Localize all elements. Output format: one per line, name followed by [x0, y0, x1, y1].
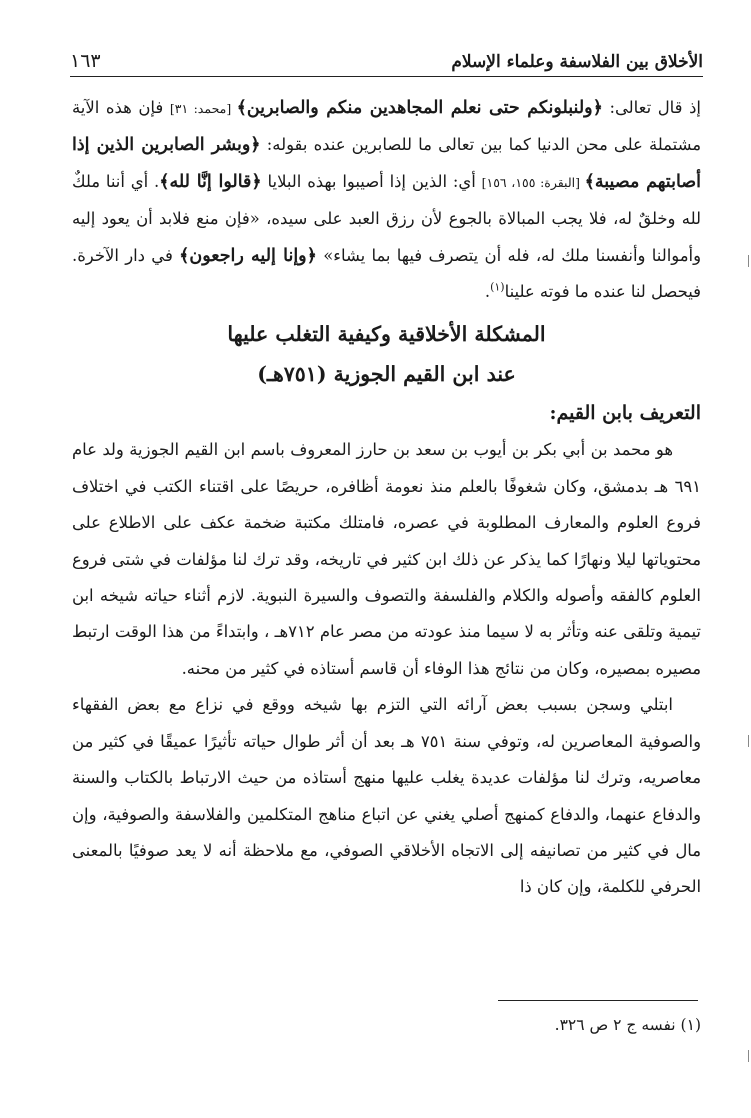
page-header: [70, 42, 703, 77]
quran-verse: ﴿ولنبلونكم حتى نعلم المجاهدين منكم والصابرين﴾: [236, 98, 603, 118]
text-segment: فإن هذه الآية مشتملة على محن الدنيا كما بين تعالى ما للصابرين عنده بقوله:: [72, 98, 702, 155]
quran-verse: ﴿وبشر الصابرين الذين إذا أصابتهم مصيبة﴾: [72, 135, 702, 192]
verse-reference: [البقرة: ١٥٥، ١٥٦]: [481, 174, 585, 190]
text-segment: إذ قال تعالى:: [602, 98, 701, 117]
footnote-separator: [498, 1000, 698, 1001]
text-segment: في دار الآخرة. فيحصل لنا عنده ما فوته علينا: [72, 245, 701, 302]
text-segment: . أي أننا ملكٌ لله وخلقٌ له، فلا يجب المبالاة بالجوع لأن رزق العبد على سيده، «فإن منع فلابد أن يعود إليه وأموالنا وأنفسنا ملك له، فله أن يتصرف فيها بما يشاء»: [72, 171, 701, 265]
footnote: (١) نفسه ج ٢ ص ٣٢٦.: [554, 1016, 701, 1034]
section-heading-line-2: عند ابن القيم الجوزية (٧٥١هـ): [257, 362, 516, 387]
margin-mark: [748, 255, 749, 267]
section-heading-line-1: المشكلة الأخلاقية وكيفية التغلب عليها: [227, 322, 546, 347]
margin-mark: [748, 1050, 749, 1062]
subsection-heading: التعريف بابن القيم:: [549, 402, 701, 425]
footnote-marker: (١): [490, 280, 505, 294]
page-number: ١٦٣: [70, 50, 101, 72]
biography-paragraph: هو محمد بن أبي بكر بن أيوب بن سعد بن حارز المعروف باسم ابن القيم الجوزية ولد عام ٦٩١ هـ بدمشق، وكان شغوفًا بالعلم منذ نعومة أظافره، حريصًا على اقتناء الكتب في اختلاف فروع العلوم والمعارف المطلوبة في عصره، فامتلك مكتبة ضخمة عكف على الاطلاع على محتوياتها ليلا ونهارًا كما يذكر عن ذلك ابن كثير في تاريخه، وقد ترك لنا مؤلفات في شتى فروع العلوم كالفقه وأصوله والكلام والفلسفة والتصوف والسيرة النبوية. لازم أثناء حياته شيخه ابن تيمية وتلقى عنه وتأثر به لا سيما منذ عودته من مصر عام ٧١٢هـ ، وابتداءً من هذا الوقت ارتبط مصيره بمصيره، وكان من نتائج هذا الوفاء أن قاسم أستاذه في كثير من محنه.: [72, 440, 701, 678]
quran-verse: ﴿وإنا إليه راجعون﴾: [179, 245, 317, 266]
biography-paragraph-continued: ابتلي وسجن بسبب بعض آرائه التي التزم بها شيخه ووقع في نزاع مع بعض الفقهاء والصوفية المعاصرين له، وتوفي سنة ٧٥١ هـ بعد أن أثر طوال حياته تأثيرًا عميقًا في كثير من معاصريه، وترك لنا مؤلفات عديدة يغلب عليها منهج أستاذه من حيث الارتباط بالكتاب والسنة والدفاع عنهما، والدفاع كمنهج أصلي يغني عن اتباع مناهج المتكلمين والفلاسفة والصوفية، وإن مال في كثير من تصانيفه إلى الاتجاه الأخلاقي الصوفي، مع ملاحظة أنه لا يعد صوفيًا بالمعنى الحرفي للكلمة، وإن كان ذا: [72, 695, 701, 897]
text-segment: أي: الذين إذا أصيبوا بهذه البلايا: [261, 171, 482, 191]
running-title: الأخلاق بين الفلاسفة وعلماء الإسلام: [451, 52, 703, 72]
page-body: [72, 90, 701, 906]
verse-reference: [محمد: ٣١]: [169, 101, 237, 116]
margin-mark: [748, 735, 749, 747]
quran-paragraph: [72, 90, 701, 310]
quran-verse: ﴿قالوا إنَّا لله﴾: [159, 171, 262, 192]
text-segment: .: [484, 282, 491, 302]
